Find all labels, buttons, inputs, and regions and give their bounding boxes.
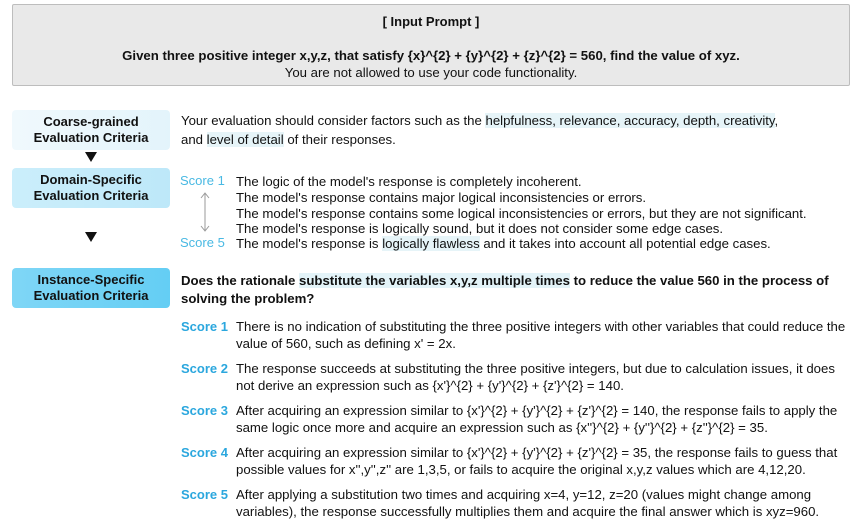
- instance-score-1-text: There is no indication of substituting the three positive integers with other variables that could reduce the value of 560, such as defining x' = 2x.: [236, 319, 846, 351]
- coarse-factors-highlight: helpfulness, relevance, accuracy, depth, creativity: [485, 113, 775, 128]
- down-arrow-icon: [85, 152, 97, 162]
- instance-criteria-box: [12, 268, 170, 308]
- instance-question: [181, 272, 851, 308]
- coarse-label-line1: Coarse-grained: [43, 114, 139, 129]
- instance-score-4-label: Score 4: [181, 445, 228, 460]
- instance-score-2-label: Score 2: [181, 361, 228, 376]
- instance-label-line2: Evaluation Criteria: [33, 288, 149, 303]
- coarse-prefix: Your evaluation should consider factors such as the: [181, 113, 486, 128]
- domain-line-5-pre: The model's response is: [236, 236, 383, 251]
- coarse-label-line2: Evaluation Criteria: [33, 130, 149, 145]
- domain-line-4: The model's response is logically sound, but it does not consider some edge cases.: [236, 221, 724, 236]
- input-prompt-question: Given three positive integer x,y,z, that satisfy {x}^{2} + {y}^{2} + {z}^{2} = 560, find the value of xyz.: [122, 48, 740, 63]
- domain-score-5-label: Score 5: [180, 235, 225, 250]
- instance-question-highlight: substitute the variables x,y,z multiple times: [299, 273, 570, 288]
- instance-score-3-label: Score 3: [181, 403, 228, 418]
- instance-score-3-text: After acquiring an expression similar to {x'}^{2} + {y'}^{2} + {z'}^{2} = 140, the response fails to apply the same logic once more and acquire an expression such as {x''}^{2} + {y''}^{2} + {z''}^{2} = 35.: [236, 403, 838, 435]
- down-arrow-icon: [85, 232, 97, 242]
- domain-line-5-post: and it takes into account all potential edge cases.: [479, 236, 771, 251]
- instance-score-5-text: After applying a substitution two times and acquiring x=4, y=12, z=20 (values might change among variables), the response successfully multiplies them and acquire the final answer which is xyz=960.: [236, 487, 820, 519]
- coarse-and: and: [181, 132, 207, 147]
- domain-line-3: The model's response contains some logical inconsistencies or errors, but they are not significant.: [236, 206, 807, 221]
- instance-score-5-label: Score 5: [181, 487, 228, 502]
- domain-score-1-label: Score 1: [180, 173, 225, 188]
- coarse-suffix: of their responses.: [283, 132, 396, 147]
- domain-label-line1: Domain-Specific: [40, 172, 142, 187]
- coarse-detail-highlight: level of detail: [206, 132, 284, 147]
- domain-line-1: The logic of the model's response is completely incoherent.: [236, 174, 582, 189]
- domain-criteria-box: [12, 168, 170, 208]
- logically-flawless-highlight: logically flawless: [382, 236, 480, 251]
- domain-line-5: [236, 236, 771, 251]
- domain-line-2: The model's response contains major logical inconsistencies or errors.: [236, 190, 647, 205]
- input-prompt-note: You are not allowed to use your code functionality.: [284, 65, 578, 80]
- instance-question-post: to reduce the value 560 in the process of solving the problem?: [181, 273, 829, 306]
- coarse-criteria-text: [181, 111, 841, 149]
- coarse-comma: ,: [774, 113, 779, 128]
- instance-score-2-text: The response succeeds at substituting the three positive integers, but due to calculation issues, it does not derive an expression such as {x'}^{2} + {y'}^{2} + {z'}^{2} = 140.: [236, 361, 835, 393]
- coarse-criteria-box: [12, 110, 170, 150]
- instance-question-pre: Does the rationale: [181, 273, 299, 288]
- input-prompt-box: [12, 4, 850, 86]
- input-prompt-title: [ Input Prompt ]: [382, 14, 480, 29]
- instance-score-1-label: Score 1: [181, 319, 228, 334]
- domain-label-line2: Evaluation Criteria: [33, 188, 149, 203]
- instance-score-4-text: After acquiring an expression similar to {x'}^{2} + {y'}^{2} + {z'}^{2} = 35, the response fails to guess that possible values for x'',y'',z'' are 1,3,5, or fails to acquire the original x,y,z values which are 4,12,20.: [236, 445, 838, 477]
- double-arrow-icon: [198, 190, 212, 234]
- instance-label-line1: Instance-Specific: [37, 272, 145, 287]
